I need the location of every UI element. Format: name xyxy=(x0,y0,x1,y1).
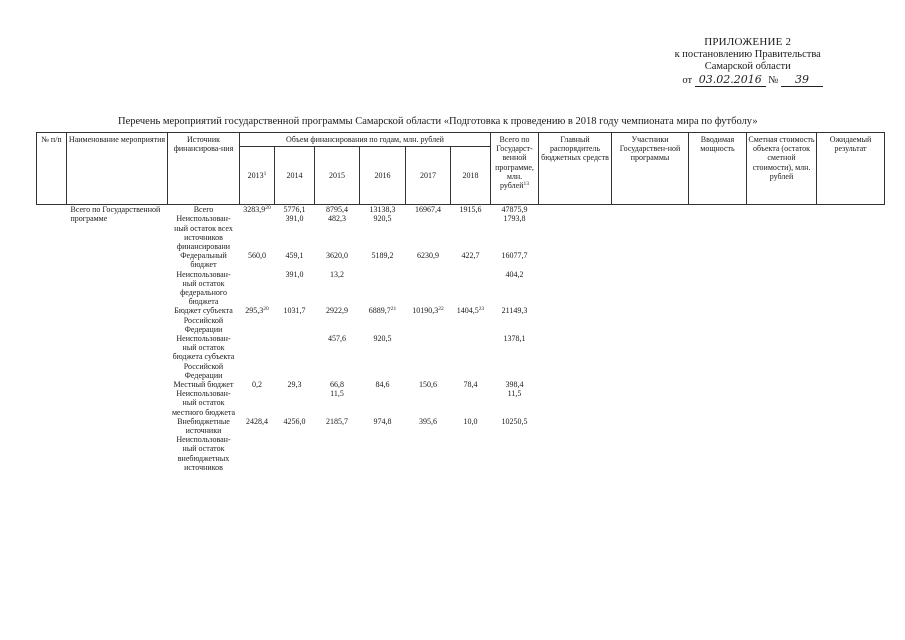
cell-year-value xyxy=(360,306,406,334)
cell-empty xyxy=(539,214,612,251)
year-value-text: 974,8 xyxy=(373,416,392,426)
year-value-text: 5189,2 xyxy=(371,251,394,261)
cell-empty xyxy=(612,306,689,334)
number-prefix: № xyxy=(768,74,779,86)
cell-source: Неиспользован-ный остаток местного бюджета xyxy=(171,389,236,417)
cell-source: Всего xyxy=(193,205,214,215)
cell-total: 404,2 xyxy=(505,269,524,279)
cell-empty xyxy=(689,214,747,251)
year-value-text: 10190,3 xyxy=(412,306,439,316)
cell-year-value xyxy=(275,380,315,389)
year-value-text: 459,1 xyxy=(285,251,304,261)
cell-year-value xyxy=(451,270,491,307)
year-value-text: 560,0 xyxy=(248,251,266,261)
cell-year-value xyxy=(315,306,360,334)
cell-num xyxy=(37,435,67,472)
cell-num xyxy=(37,380,67,389)
cell-year-value xyxy=(275,334,315,380)
header-source: Источник финансирова-ния xyxy=(168,133,240,205)
cell-empty xyxy=(539,251,612,269)
table-row xyxy=(37,205,885,214)
cell-num xyxy=(37,334,67,380)
year-value-text: 3283,9 xyxy=(243,205,266,215)
cell-year-value xyxy=(275,306,315,334)
appendix-date-line xyxy=(672,74,823,88)
year-value-text: 920,5 xyxy=(373,334,392,344)
year-value-text: 2922,9 xyxy=(326,306,348,316)
cell-year-value xyxy=(315,334,360,380)
year-value-text: 29,3 xyxy=(287,380,302,390)
cell-empty xyxy=(747,214,817,251)
cell-num xyxy=(37,251,67,269)
header-participants: Участники Государствен-ной программы xyxy=(612,133,689,205)
cell-empty xyxy=(689,205,747,214)
cell-year-value xyxy=(275,270,315,307)
cell-total: 1378,1 xyxy=(503,334,526,344)
cell-year-value xyxy=(360,251,406,269)
cell-row-label: Всего по Государственной программе xyxy=(70,205,161,224)
cell-year-value xyxy=(451,380,491,389)
cell-year-value xyxy=(240,334,275,380)
year-value-text: 3620,0 xyxy=(326,251,348,261)
cell-empty xyxy=(689,306,747,334)
year-value-text: 13138,3 xyxy=(369,205,396,215)
year-value-text: 920,5 xyxy=(373,214,392,224)
cell-year-value xyxy=(406,306,451,334)
cell-year-value xyxy=(240,251,275,269)
cell-empty xyxy=(612,334,689,380)
year-value-text: 16967,4 xyxy=(415,205,441,215)
cell-empty xyxy=(817,270,885,307)
cell-empty xyxy=(747,270,817,307)
header-year-2017: 2017 xyxy=(406,147,451,205)
header-num: № п/п xyxy=(37,133,67,205)
cell-empty xyxy=(539,380,612,389)
cell-empty xyxy=(612,205,689,214)
cell-empty xyxy=(539,270,612,307)
cell-empty xyxy=(817,205,885,214)
cell-year-value xyxy=(275,417,315,435)
year-value-text: 2185,7 xyxy=(326,416,348,426)
cell-total: 11,5 xyxy=(507,389,522,399)
header-capacity: Вводимая мощность xyxy=(689,133,747,205)
header-year-2014: 2014 xyxy=(275,147,315,205)
cell-year-value xyxy=(240,270,275,307)
header-year-2013 xyxy=(240,147,275,205)
cell-year-value xyxy=(406,435,451,472)
year-2013-text: 2013 xyxy=(247,171,264,181)
year-value-text: 391,0 xyxy=(285,269,304,279)
cell-year-value xyxy=(451,435,491,472)
header-total xyxy=(491,133,539,205)
cell-empty xyxy=(747,435,817,472)
header-year-2018: 2018 xyxy=(451,147,491,205)
cell-num xyxy=(37,270,67,307)
appendix-title: ПРИЛОЖЕНИЕ 2 xyxy=(704,36,792,48)
cell-year-value xyxy=(315,270,360,307)
header-volume: Объем финансирования по годам, млн. рублей xyxy=(240,133,491,147)
cell-year-value xyxy=(406,214,451,251)
year-value-text: 78,4 xyxy=(463,380,478,390)
footnote-sup: 20 xyxy=(265,205,271,212)
header-total-text: Всего по Государст-венной программе, млн. рублей xyxy=(495,135,534,191)
cell-empty xyxy=(689,270,747,307)
cell-empty xyxy=(539,306,612,334)
cell-year-value xyxy=(240,435,275,472)
cell-year-value xyxy=(315,205,360,214)
appendix-line-1: к постановлению Правительства xyxy=(674,48,821,60)
header-year-2015: 2015 xyxy=(315,147,360,205)
cell-empty xyxy=(612,214,689,251)
cell-empty xyxy=(612,435,689,472)
cell-empty xyxy=(539,334,612,380)
cell-year-value xyxy=(240,417,275,435)
cell-year-value xyxy=(275,251,315,269)
cell-year-value xyxy=(451,417,491,435)
program-table xyxy=(36,132,885,472)
cell-year-value xyxy=(451,251,491,269)
cell-year-value xyxy=(360,334,406,380)
cell-empty xyxy=(612,389,689,417)
year-value-text: 13,2 xyxy=(330,269,344,279)
date-prefix: от xyxy=(682,74,693,86)
year-value-text: 5776,1 xyxy=(283,205,306,215)
cell-year-value xyxy=(360,435,406,472)
cell-empty xyxy=(539,435,612,472)
cell-empty xyxy=(612,251,689,269)
cell-empty xyxy=(747,205,817,214)
year-value-text: 1915,6 xyxy=(459,205,482,215)
cell-year-value xyxy=(451,334,491,380)
year-value-text: 1404,5 xyxy=(456,306,479,316)
cell-year-value xyxy=(406,389,451,417)
year-value-text: 84,6 xyxy=(375,380,390,390)
cell-empty xyxy=(689,389,747,417)
cell-num xyxy=(37,417,67,435)
footnote-sup: 23 xyxy=(478,306,485,313)
cell-year-value xyxy=(315,251,360,269)
header-estimate: Сметная стоимость объекта (остаток сметной стоимости), млн. рублей xyxy=(747,133,817,205)
cell-year-value xyxy=(451,205,491,214)
cell-year-value xyxy=(406,417,451,435)
cell-source: Неиспользован-ный остаток всех источников финансировани xyxy=(174,214,233,252)
cell-empty xyxy=(689,334,747,380)
cell-year-value xyxy=(315,380,360,389)
footnote-sup: 20 xyxy=(263,306,269,313)
cell-year-value xyxy=(315,214,360,251)
year-value-text: 482,3 xyxy=(328,214,346,224)
cell-empty xyxy=(539,417,612,435)
cell-year-value xyxy=(275,389,315,417)
year-value-text: 150,6 xyxy=(419,380,437,390)
cell-empty xyxy=(817,380,885,389)
cell-year-value xyxy=(451,214,491,251)
cell-year-value xyxy=(360,214,406,251)
cell-total: 47875,9 xyxy=(501,205,528,215)
cell-empty xyxy=(612,380,689,389)
cell-year-value xyxy=(240,205,275,214)
footnote-sup: 22 xyxy=(438,306,444,313)
cell-empty xyxy=(689,435,747,472)
cell-year-value xyxy=(275,205,315,214)
header-name: Наименование мероприятия xyxy=(67,133,168,205)
cell-num xyxy=(37,306,67,334)
cell-total: 10250,5 xyxy=(501,416,528,426)
cell-num xyxy=(37,214,67,251)
appendix-line-2: Самарской области xyxy=(704,61,791,72)
cell-total: 21149,3 xyxy=(501,306,528,316)
cell-source: Бюджет субъекта Российской Федерации xyxy=(174,306,233,334)
cell-empty xyxy=(817,435,885,472)
cell-year-value xyxy=(360,380,406,389)
cell-year-value xyxy=(406,251,451,269)
document-title: Перечень мероприятий государственной программы Самарской области «Подготовка к проведению в 2018 году чемпионата мира по футболу» xyxy=(118,116,758,127)
cell-empty xyxy=(747,306,817,334)
cell-empty xyxy=(817,251,885,269)
cell-source: Местный бюджет xyxy=(173,380,234,390)
cell-empty xyxy=(612,270,689,307)
cell-num xyxy=(37,389,67,417)
cell-year-value xyxy=(315,389,360,417)
header-manager: Главный распорядитель бюджетных средств xyxy=(539,133,612,205)
cell-total: 398,4 xyxy=(505,380,524,390)
year-value-text: 391,0 xyxy=(285,214,304,224)
cell-year-value xyxy=(406,270,451,307)
cell-source: Федеральный бюджет xyxy=(180,251,227,270)
year-value-text: 8795,4 xyxy=(326,205,348,215)
number-value: 39 xyxy=(781,73,823,87)
cell-source: Неиспользован-ный остаток бюджета субъекта Российской Федерации xyxy=(172,334,235,380)
cell-year-value xyxy=(240,389,275,417)
year-value-text: 66,8 xyxy=(330,380,344,390)
appendix-block xyxy=(672,36,823,87)
cell-year-value xyxy=(451,389,491,417)
year-value-text: 11,5 xyxy=(330,389,344,399)
year-value-text: 295,3 xyxy=(245,306,264,316)
year-value-text: 4256,0 xyxy=(283,416,306,426)
year-value-text: 2428,4 xyxy=(246,416,268,426)
footnote-sup: 21 xyxy=(390,306,397,313)
cell-source: Внебюджетные источники xyxy=(177,416,230,436)
cell-empty xyxy=(612,417,689,435)
cell-year-value xyxy=(360,417,406,435)
cell-empty xyxy=(539,389,612,417)
cell-year-value xyxy=(360,270,406,307)
cell-source: Неиспользован-ный остаток внебюджетных источников xyxy=(176,435,231,472)
year-value-text: 1031,7 xyxy=(283,306,306,316)
cell-year-value xyxy=(240,380,275,389)
cell-empty xyxy=(817,214,885,251)
cell-empty xyxy=(747,251,817,269)
cell-empty xyxy=(689,380,747,389)
cell-empty xyxy=(689,417,747,435)
header-total-sup: 13 xyxy=(523,181,529,188)
year-value-text: 6230,9 xyxy=(417,251,439,261)
cell-year-value xyxy=(360,389,406,417)
cell-empty xyxy=(539,205,612,214)
cell-empty xyxy=(689,251,747,269)
cell-empty xyxy=(817,417,885,435)
date-value: 03.02.2016 xyxy=(695,73,766,87)
cell-year-value xyxy=(406,205,451,214)
cell-year-value xyxy=(406,380,451,389)
year-value-text: 422,7 xyxy=(461,251,480,261)
cell-empty xyxy=(747,417,817,435)
year-value-text: 457,6 xyxy=(328,334,346,344)
cell-year-value xyxy=(360,205,406,214)
header-year-2016: 2016 xyxy=(360,147,406,205)
cell-year-value xyxy=(240,306,275,334)
cell-empty xyxy=(747,380,817,389)
year-value-text: 6889,7 xyxy=(368,306,391,316)
cell-year-value xyxy=(240,214,275,251)
cell-year-value xyxy=(275,435,315,472)
cell-year-value xyxy=(315,417,360,435)
cell-total: 1793,8 xyxy=(503,214,526,224)
year-value-text: 0,2 xyxy=(252,380,262,390)
cell-year-value xyxy=(451,306,491,334)
year-value-text: 395,6 xyxy=(419,416,437,426)
cell-total xyxy=(491,435,539,472)
cell-year-value xyxy=(406,334,451,380)
cell-empty xyxy=(817,389,885,417)
cell-empty xyxy=(747,389,817,417)
cell-empty xyxy=(747,334,817,380)
cell-year-value xyxy=(275,214,315,251)
cell-empty xyxy=(817,334,885,380)
cell-year-value xyxy=(315,435,360,472)
header-result: Ожидаемый результат xyxy=(817,133,885,205)
year-2013-sup: 1 xyxy=(263,171,267,178)
cell-total: 16077,7 xyxy=(501,251,528,261)
cell-source: Неиспользован-ный остаток федерального бюджета xyxy=(176,269,231,307)
year-value-text: 10,0 xyxy=(463,416,478,426)
cell-num xyxy=(37,205,67,214)
cell-empty xyxy=(817,306,885,334)
